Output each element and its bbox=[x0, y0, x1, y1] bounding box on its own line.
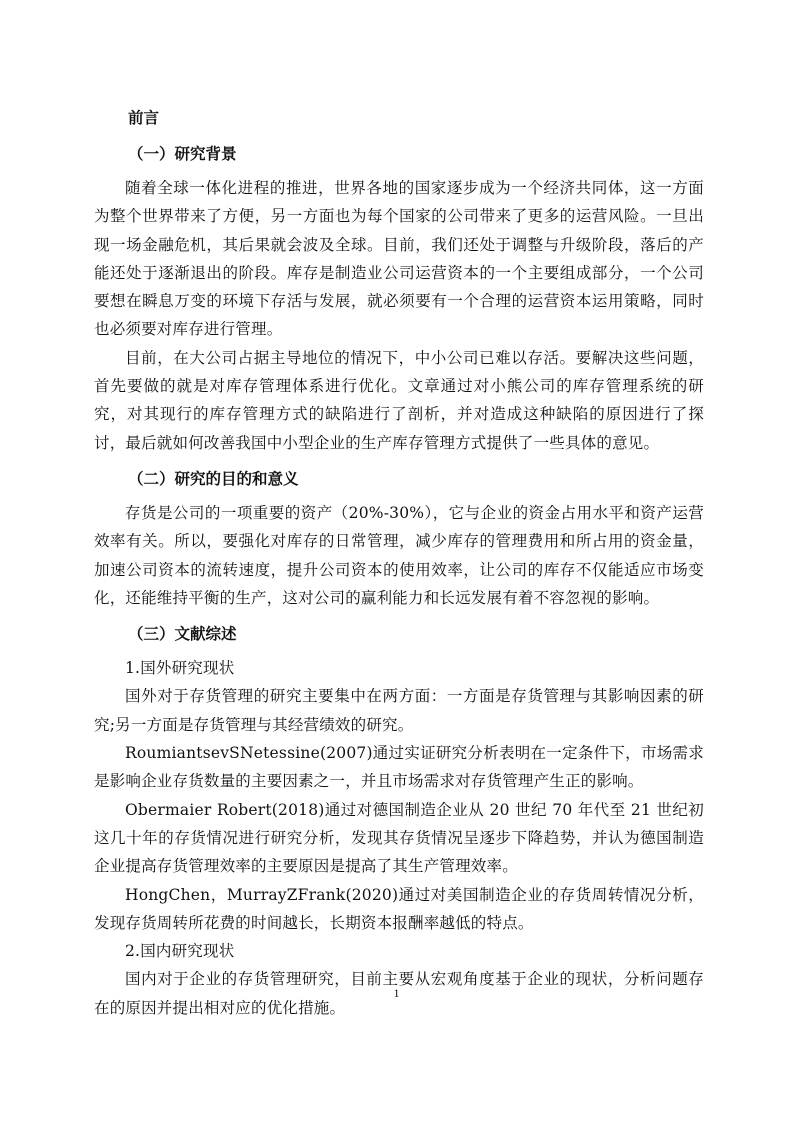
subheading-domestic: 2.国内研究现状 bbox=[125, 942, 235, 961]
paragraph: 随着全球一体化进程的推进，世界各地的国家逐步成为一个经济共同体，这一方面为整个世界带来了方便，另一方面也为每个国家的公司带来了更多的运营风险。一旦出现一场金融危机，其后果就会波及全球。目前，我们还处于调整与升级阶段，落后的产能还处于逐渐退出的阶段。库存是制造业公司运营资本的一个主要组成部分，一个公司要想在瞬息万变的环境下存活与发展，就必须要有一个合理的运营资本运用策略，同时也必须要对库存进行管理。 bbox=[94, 179, 704, 339]
page-content bbox=[94, 106, 704, 1022]
document-title: 前言 bbox=[128, 109, 160, 127]
paragraph: HongChen，MurrayZFrank(2020)通过对美国制造企业的存货周转情况分析，发现存货周转所花费的时间越长，长期资本报酬率越低的特点。 bbox=[94, 885, 704, 932]
paragraph: 国内对于企业的存货管理研究，目前主要从宏观角度基于企业的现状，分析问题存在的原因并提出相对应的优化措施。 bbox=[94, 970, 704, 1017]
paragraph: RoumiantsevSNetessine(2007)通过实证研究分析表明在一定条件下，市场需求是影响企业存货数量的主要因素之一，并且市场需求对存货管理产生正的影响。 bbox=[94, 744, 704, 791]
section-heading-literature: （三）文献综述 bbox=[128, 625, 237, 644]
paragraph: Obermaier Robert(2018)通过对德国制造企业从 20 世纪 70 年代至 21 世纪初这几十年的存货情况进行研究分析，发现其存货情况呈逐步下降趋势，并认为德国制造企业提高存货管理效率的主要原因是提高了其生产管理效率。 bbox=[94, 800, 704, 876]
paragraph: 存货是公司的一项重要的资产（20%-30%），它与企业的资金占用水平和资产运营效率有关。所以，要强化对库存的日常管理，减少库存的管理费用和所占用的资金量，加速公司资本的流转速度，提升公司资本的使用效率，让公司的库存不仅能适应市场变化，还能维持平衡的生产，这对公司的赢利能力和长远发展有着不容忽视的影响。 bbox=[94, 503, 704, 607]
subheading-foreign: 1.国外研究现状 bbox=[125, 659, 235, 678]
page-number: 1 bbox=[393, 986, 400, 1000]
section-heading-background: （一）研究背景 bbox=[128, 145, 237, 163]
section-heading-purpose: （二）研究的目的和意义 bbox=[128, 469, 299, 488]
paragraph: 目前，在大公司占据主导地位的情况下，中小公司已难以存活。要解决这些问题，首先要做的就是对库存管理体系进行优化。文章通过对小熊公司的库存管理系统的研究，对其现行的库存管理方式的缺陷进行了剖析，并对造成这种缺陷的原因进行了探讨，最后就如何改善我国中小型企业的生产库存管理方式提供了一些具体的意见。 bbox=[94, 348, 704, 452]
paragraph: 国外对于存货管理的研究主要集中在两方面：一方面是存货管理与其影响因素的研究;另一方面是存货管理与其经营绩效的研究。 bbox=[94, 687, 704, 734]
